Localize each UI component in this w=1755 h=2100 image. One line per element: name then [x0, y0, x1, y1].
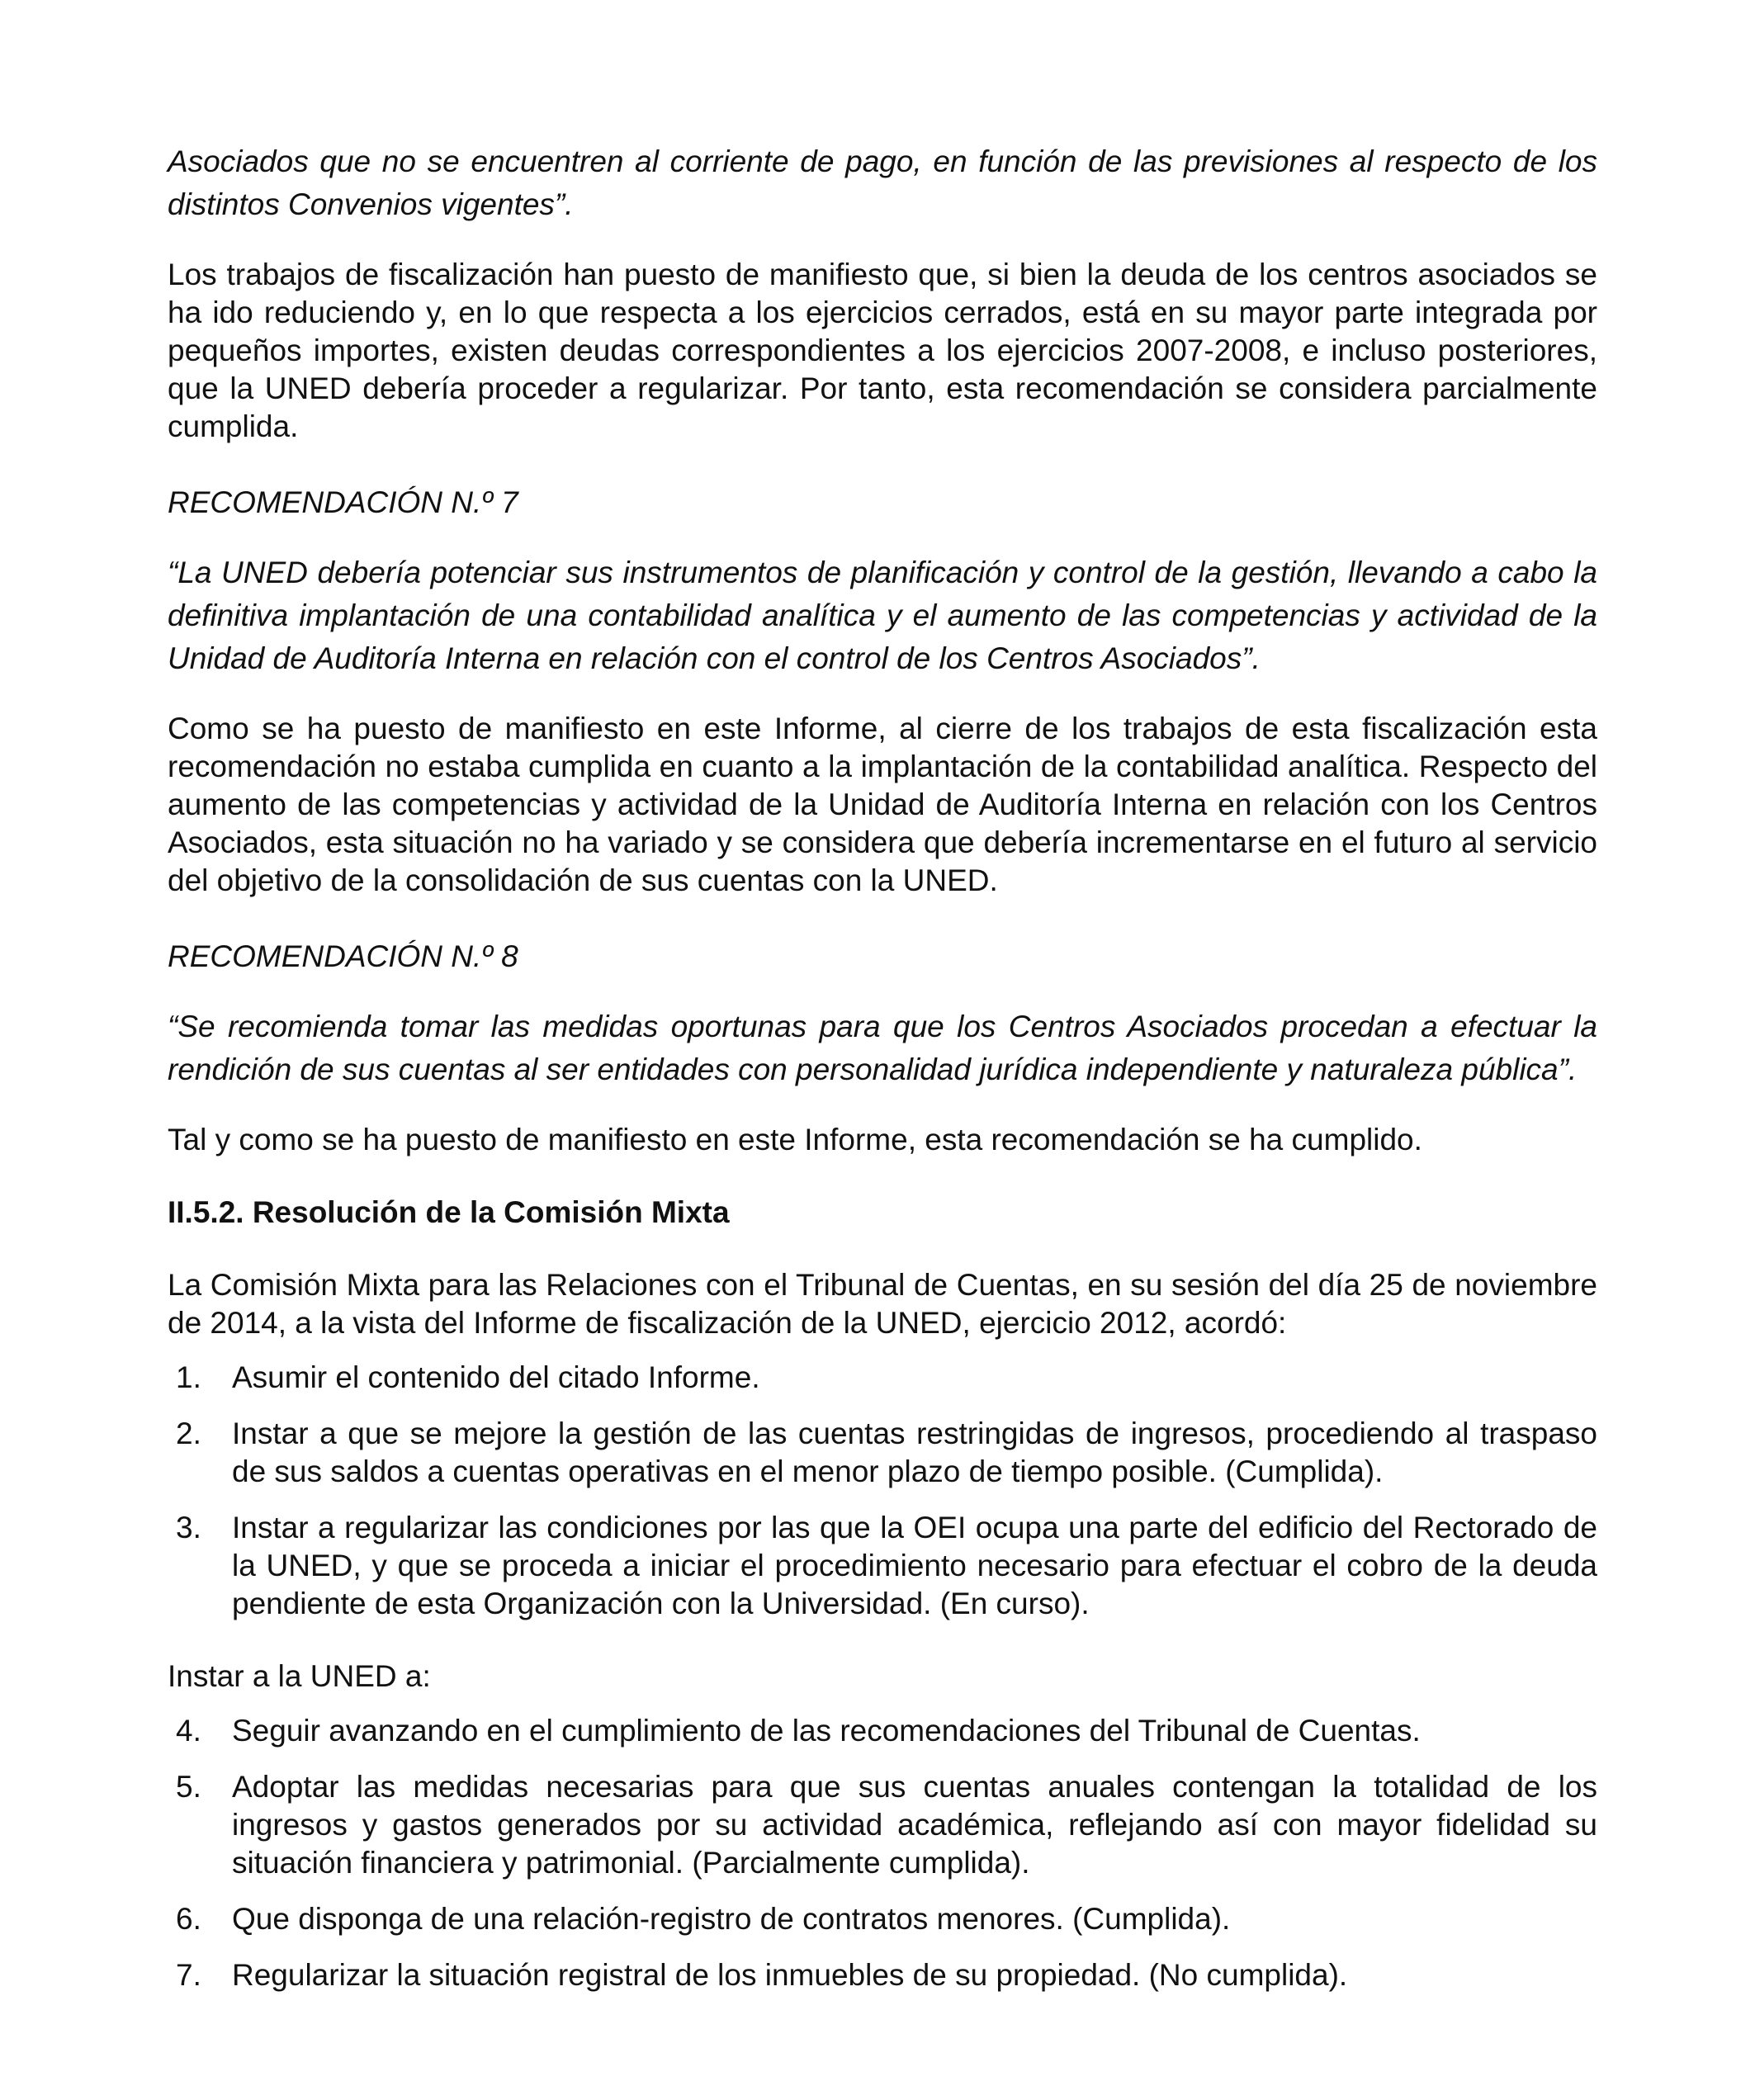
list-item [168, 1712, 1597, 1750]
list-item-text: Instar a que se mejore la gestión de las cuentas restringidas de ingresos, procediendo al traspaso de sus saldos a cuentas operativas en el menor plazo de tiempo posible. (Cumplida). [232, 1417, 1597, 1488]
list-item-number: 2. [176, 1417, 201, 1450]
list-item [168, 1768, 1597, 1882]
list-item-text: Seguir avanzando en el cumplimiento de las recomendaciones del Tribunal de Cuentas. [232, 1714, 1421, 1748]
list-item-number: 1. [176, 1360, 201, 1394]
list-item-number: 4. [176, 1714, 201, 1748]
recommendation-8-title: RECOMENDACIÓN N.º 8 [168, 939, 518, 973]
paragraph-recommendation-7-assessment: Como se ha puesto de manifiesto en este Informe, al cierre de los trabajos de esta fiscalización esta recomendación no estaba cumplida en cuanto a la implantación de la contabilidad analítica. Respecto del aumento de las competencias y actividad de la Unidad de Auditoría Interna en relación con los Centros Asociados, esta situación no ha variado y se considera que debería incrementarse en el futuro al servicio del objetivo de la consolidación de sus cuentas con la UNED. [168, 712, 1597, 897]
section-heading: II.5.2. Resolución de la Comisión Mixta [168, 1195, 730, 1229]
resolution-list-1 [168, 1359, 1597, 1623]
list-item-number: 5. [176, 1770, 201, 1804]
resolution-list-2 [168, 1712, 1597, 1994]
list-item-text: Adoptar las medidas necesarias para que sus cuentas anuales contengan la totalidad de los ingresos y gastos generados por su actividad académica, reflejando así con mayor fidelidad su situación financiera y patrimonial. (Parcialmente cumplida). [232, 1770, 1597, 1880]
paragraph-fiscalization-debt: Los trabajos de fiscalización han puesto de manifiesto que, si bien la deuda de los centros asociados se ha ido reduciendo y, en lo que respecta a los ejercicios cerrados, está en su mayor parte integrada por pequeños importes, existen deudas correspondientes a los ejercicios 2007-2008, e incluso posteriores, que la UNED debería proceder a regularizar. Por tanto, esta recomendación se considera parcialmente cumplida. [168, 258, 1597, 443]
list-item [168, 1415, 1597, 1491]
recommendation-7-title: RECOMENDACIÓN N.º 7 [168, 485, 518, 519]
list-item [168, 1900, 1597, 1938]
paragraph-continuation-quote: Asociados que no se encuentren al corriente de pago, en función de las previsiones al respecto de los distintos Convenios vigentes”. [168, 144, 1597, 221]
list-item [168, 1359, 1597, 1397]
list-item [168, 1509, 1597, 1623]
list-item [168, 1956, 1597, 1994]
list-item-number: 3. [176, 1511, 201, 1544]
list-item-text: Instar a regularizar las condiciones por las que la OEI ocupa una parte del edificio del Rectorado de la UNED, y que se proceda a iniciar el procedimiento necesario para efectuar el cobro de la deuda pendiente de esta Organización con la Universidad. (En curso). [232, 1511, 1597, 1620]
paragraph-comision-mixta: La Comisión Mixta para las Relaciones con el Tribunal de Cuentas, en su sesión del día 25 de noviembre de 2014, a la vista del Informe de fiscalización de la UNED, ejercicio 2012, acordó: [168, 1268, 1597, 1340]
list-item-text: Asumir el contenido del citado Informe. [232, 1360, 760, 1394]
recommendation-7-quote: “La UNED debería potenciar sus instrumentos de planificación y control de la gestión, llevando a cabo la definitiva implantación de una contabilidad analítica y el aumento de las competencias y actividad de la Unidad de Auditoría Interna en relación con el control de los Centros Asociados”. [168, 556, 1597, 675]
document-page [168, 140, 1597, 1994]
paragraph-instar-uned: Instar a la UNED a: [168, 1659, 431, 1693]
list-item-text: Que disponga de una relación-registro de contratos menores. (Cumplida). [232, 1902, 1231, 1936]
recommendation-8-quote: “Se recomienda tomar las medidas oportunas para que los Centros Asociados procedan a efectuar la rendición de sus cuentas al ser entidades con personalidad jurídica independiente y naturaleza pública”. [168, 1010, 1597, 1086]
list-item-text: Regularizar la situación registral de los inmuebles de su propiedad. (No cumplida). [232, 1958, 1348, 1992]
list-item-number: 6. [176, 1902, 201, 1936]
paragraph-recommendation-8-assessment: Tal y como se ha puesto de manifiesto en este Informe, esta recomendación se ha cumplido. [168, 1123, 1422, 1156]
list-item-number: 7. [176, 1958, 201, 1992]
